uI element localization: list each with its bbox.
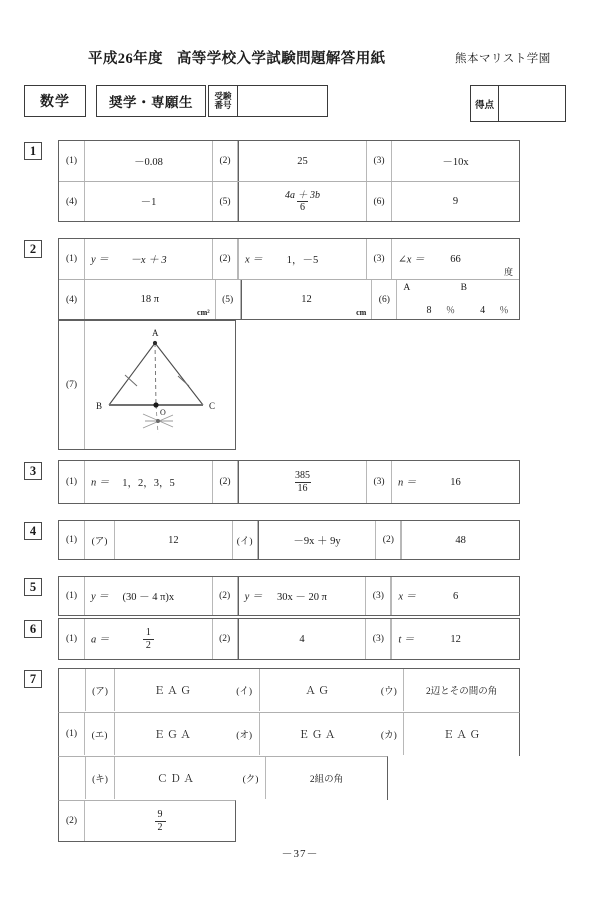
answer-cell[interactable] xyxy=(238,461,366,503)
answer-cell[interactable] xyxy=(85,239,212,279)
page-number: －37－ xyxy=(281,848,319,860)
answer-cell[interactable] xyxy=(85,577,212,615)
problem-number-5: 5 xyxy=(24,578,42,596)
table-row xyxy=(59,801,235,841)
answer-label: (2) xyxy=(375,521,401,559)
answer-label: (1) xyxy=(59,577,85,615)
problem-number-3: 3 xyxy=(24,462,42,480)
answer-label: (6) xyxy=(371,280,397,319)
answer-label: (6) xyxy=(366,182,392,221)
fraction xyxy=(143,627,154,650)
answer-prefix: x ＝ xyxy=(245,254,263,266)
page-title xyxy=(88,47,386,68)
table-row xyxy=(59,713,519,755)
answer-prefix: a ＝ xyxy=(91,634,110,646)
vertex-label-o: O xyxy=(160,408,166,417)
answer-label: (1) xyxy=(59,239,85,279)
answer-cell[interactable] xyxy=(238,239,366,279)
answer-label: (4) xyxy=(59,182,85,221)
score-field[interactable] xyxy=(499,86,565,121)
score-box xyxy=(470,85,566,122)
answer-value: 30x － 20 π xyxy=(277,591,327,603)
answer-unit: cm² xyxy=(197,308,210,317)
problem-block-4 xyxy=(58,520,520,560)
problem-block-7-row2 xyxy=(58,712,520,756)
answer-prefix: y ＝ xyxy=(91,591,109,603)
vertex-label-b: B xyxy=(96,401,103,411)
answer-label: (2) xyxy=(212,619,238,659)
answer-cell[interactable] xyxy=(238,182,366,221)
fraction-numerator: 9 xyxy=(157,809,163,821)
table-row xyxy=(59,577,519,615)
answer-label: (2) xyxy=(212,141,238,181)
answer-cell[interactable] xyxy=(85,461,212,503)
answer-label: (2) xyxy=(212,577,238,615)
subject-box: 数学 xyxy=(24,85,86,117)
answer-label: (3) xyxy=(365,577,391,615)
answer-sublabel: (エ) xyxy=(85,713,115,755)
score-label: 得点 xyxy=(471,86,499,121)
answer-value: －x ＋ 3 xyxy=(130,254,167,266)
answer-unit: 度 xyxy=(503,267,513,277)
answer-cell[interactable] xyxy=(391,619,519,659)
answer-cell[interactable]: －10x xyxy=(442,156,469,168)
vertex-label-a: A xyxy=(152,328,159,338)
fraction-denominator: 6 xyxy=(297,201,308,213)
answer-sublabel: (カ) xyxy=(374,713,404,755)
answer-label: (1) xyxy=(59,619,85,659)
vertex-label-c: C xyxy=(209,401,216,411)
answer-cell[interactable]: Ｅ Ｇ Ａ xyxy=(298,729,336,741)
fraction xyxy=(282,190,323,213)
answer-label: (1) xyxy=(59,713,85,755)
answer-label: (3) xyxy=(366,461,392,503)
answer-label: (4) xyxy=(59,280,85,319)
percent-b: ％ xyxy=(499,305,509,315)
answer-sublabel: (イ) xyxy=(230,669,260,711)
exam-number-label xyxy=(209,86,238,116)
fraction-numerator: 1 xyxy=(145,627,151,639)
problem-block-6 xyxy=(58,618,520,660)
problem-number-6: 6 xyxy=(24,620,42,638)
answer-cell[interactable] xyxy=(391,577,519,615)
category-box: 奨学・専願生 xyxy=(96,85,206,117)
answer-cell[interactable] xyxy=(238,577,366,615)
table-row xyxy=(59,279,519,319)
answer-value: 12 xyxy=(301,294,312,305)
fraction xyxy=(155,809,166,832)
label-a: A xyxy=(403,283,411,293)
answer-label: (1) xyxy=(59,141,85,181)
answer-prefix: n ＝ xyxy=(398,477,417,489)
title-year: 平成26年度 xyxy=(88,51,163,67)
answer-unit: cm xyxy=(356,308,367,317)
answer-sublabel: (ウ) xyxy=(374,669,404,711)
problem-number-2: 2 xyxy=(24,240,42,258)
percent-a: ％ xyxy=(446,305,456,315)
school-name: 熊本マリスト学園 xyxy=(455,53,551,65)
fraction-numerator: 385 xyxy=(295,470,310,482)
answer-cell[interactable] xyxy=(85,619,212,659)
answer-label: (1) xyxy=(59,521,85,559)
answer-prefix: y ＝ xyxy=(244,591,263,603)
answer-cell[interactable] xyxy=(241,280,372,319)
title-main: 高等学校入学試験問題解答用紙 xyxy=(176,51,386,67)
answer-cell[interactable] xyxy=(85,280,215,319)
answer-sublabel: (ア) xyxy=(85,521,115,559)
value-b: 4 xyxy=(480,305,486,316)
answer-label: (7) xyxy=(59,321,85,449)
answer-cell[interactable]: Ａ Ｇ xyxy=(305,685,329,697)
fraction-denominator: 2 xyxy=(155,821,166,833)
answer-value: 1，－5 xyxy=(286,254,319,266)
problem-block-5 xyxy=(58,576,520,616)
value-a: 8 xyxy=(426,305,432,316)
table-row xyxy=(59,239,519,279)
exam-number-label-line2: 番号 xyxy=(214,100,232,110)
answer-prefix: n ＝ xyxy=(91,477,110,489)
fraction-denominator: 16 xyxy=(295,482,311,494)
problem-block-3 xyxy=(58,460,520,504)
answer-label: (5) xyxy=(212,182,238,221)
answer-prefix: y ＝ xyxy=(91,254,109,266)
fraction xyxy=(292,470,313,493)
answer-value: 66 xyxy=(450,253,461,265)
answer-value: 1，2，3，5 xyxy=(122,477,175,489)
answer-value: 18 π xyxy=(140,294,160,305)
answer-cell[interactable]: 25 xyxy=(238,141,366,181)
answer-cell[interactable]: －9x ＋ 9y xyxy=(258,521,376,559)
answer-label-spacer xyxy=(59,757,85,799)
problem-2-geometry-block xyxy=(58,320,236,450)
answer-cell[interactable]: Ｅ Ａ Ｇ xyxy=(443,729,481,741)
problem-block-7-row3 xyxy=(58,756,388,800)
problem-block-7-row1 xyxy=(58,668,520,712)
answer-label: (5) xyxy=(215,280,241,319)
answer-sublabel: (ク) xyxy=(236,757,266,799)
answer-prefix: ∠x ＝ xyxy=(398,254,425,266)
answer-label: (イ) xyxy=(232,521,258,559)
problem-block-1 xyxy=(58,140,520,222)
answer-value: (30 － 4 π)x xyxy=(122,591,175,603)
answer-sublabel: (ア) xyxy=(85,669,115,711)
answer-sublabel: (キ) xyxy=(85,757,115,799)
triangle-construction-diagram xyxy=(85,321,237,449)
answer-cell[interactable]: 4 xyxy=(238,619,366,659)
answer-cell-ab[interactable] xyxy=(397,280,519,319)
answer-cell[interactable]: Ｅ Ａ Ｇ xyxy=(153,685,191,697)
answer-cell[interactable]: Ｅ Ｇ Ａ xyxy=(153,729,191,741)
table-row xyxy=(59,521,519,559)
answer-cell[interactable]: －0.08 xyxy=(134,156,163,168)
fraction-denominator: 2 xyxy=(143,639,154,651)
table-row xyxy=(59,619,519,659)
answer-cell[interactable]: 9 xyxy=(452,196,459,207)
answer-label: (3) xyxy=(365,619,391,659)
answer-cell[interactable]: 12 xyxy=(168,534,179,546)
answer-sublabel: (オ) xyxy=(230,713,260,755)
answer-value: 12 xyxy=(450,633,461,645)
problem-number-7: 7 xyxy=(24,670,42,688)
answer-label: (2) xyxy=(59,801,85,841)
exam-number-field[interactable] xyxy=(238,86,327,116)
answer-cell[interactable] xyxy=(392,239,519,279)
table-row xyxy=(59,141,519,181)
answer-value: 16 xyxy=(450,476,461,488)
problem-number-4: 4 xyxy=(24,522,42,540)
table-row xyxy=(59,181,519,221)
answer-value: 6 xyxy=(453,590,459,602)
answer-label: (2) xyxy=(212,239,238,279)
answer-cell[interactable]: Ｃ Ｄ Ａ xyxy=(157,773,194,785)
table-row xyxy=(59,757,387,799)
problem-block-7-row4 xyxy=(58,800,236,842)
answer-label: (2) xyxy=(212,461,238,503)
answer-cell[interactable]: 2組の角 xyxy=(309,775,344,785)
table-row xyxy=(59,669,519,711)
exam-number-box xyxy=(208,85,328,117)
answer-cell[interactable]: －1 xyxy=(140,197,157,208)
answer-cell[interactable] xyxy=(85,801,235,841)
answer-cell[interactable] xyxy=(392,461,519,503)
answer-label: (3) xyxy=(366,141,392,181)
problem-block-2 xyxy=(58,238,520,320)
label-b: B xyxy=(460,283,467,293)
answer-cell[interactable]: 48 xyxy=(401,521,519,559)
fraction-numerator: 4a ＋ 3b xyxy=(285,189,320,201)
problem-number-1: 1 xyxy=(24,142,42,160)
answer-cell[interactable]: 2辺とその間の角 xyxy=(426,687,498,697)
answer-prefix: t ＝ xyxy=(398,634,415,646)
table-row xyxy=(59,461,519,503)
answer-label-spacer xyxy=(59,669,85,711)
exam-number-label-line1: 受験 xyxy=(214,90,232,101)
answer-label: (3) xyxy=(366,239,392,279)
answer-label: (1) xyxy=(59,461,85,503)
answer-prefix: x ＝ xyxy=(398,591,417,603)
